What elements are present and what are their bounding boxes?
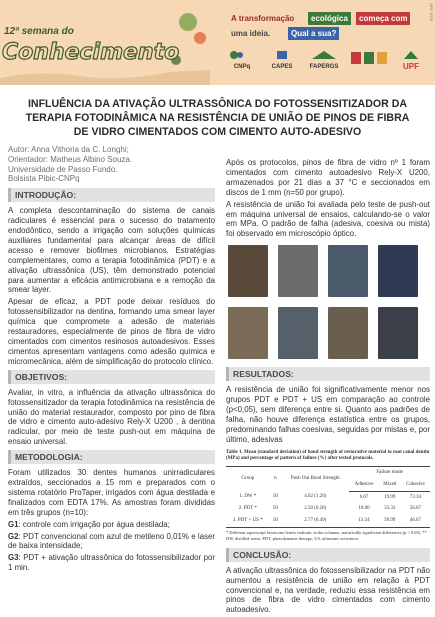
logo-group: [350, 50, 390, 68]
table-cell: 56.67: [409, 506, 422, 512]
event-name: Conhecimento: [2, 40, 180, 65]
slogan-part-2: ecológica: [308, 12, 351, 25]
table-cell: 10.00: [358, 506, 370, 512]
logo-cnpq: [228, 50, 256, 68]
introducao-paragraph-2: Apesar de eficaz, a PDT pode deixar resíduos do fotossensibilizador na dentina, formando uma smear layer química que compromete a adesão de materiais restauradores, especialmente de pinos de fibra de vidro cimentados com cimentos resinosos autoadesivos. Esses cimentos apresentam vantagens como adesão química e micromecânica, além de simplificação do protocolo clínico.: [8, 297, 215, 366]
section-heading-resultados: [226, 367, 430, 381]
photo-microscopy: [378, 307, 418, 359]
sponsor-logos: [228, 50, 428, 70]
slogan-part-3: começa com: [356, 12, 410, 25]
table-cell: 3. PDT + US *: [226, 515, 270, 527]
table-cell: 73.34: [409, 494, 422, 500]
cnpq-logo-icon: [228, 50, 256, 60]
col-header: Push Out Bond Strength: [281, 466, 349, 491]
header-side-note: UPF-2025: [429, 3, 434, 22]
logo-cnpq-label: CNPq: [233, 64, 251, 70]
section-heading-label: INTRODUÇÃO:: [15, 190, 77, 201]
table-caption: Table 1. Mean (standard deviation) of bond strength of restorative material to root canal dentin (MPa) and percentage of pattern of failure (%) after tested protocols.: [226, 449, 430, 461]
objetivos-paragraph: Avaliar, in vitro, a influência da ativação ultrassônica do fotossensitizador da terapia fotodinâmica na resistência de união do material restaurador, composto por pino de fibra de vidro e cimento auto-adesivo Rely-X U200 , à dentina radicular, por meio de teste push-out em máquina de ensaio universal.: [8, 387, 215, 447]
group-item: [8, 532, 215, 552]
methods-continued-paragraph-1: Após os protocolos, pinos de fibra de vidro nº 1 foram cimentados com cimento autoadesivo Rely-X U200, armazenados por 21 dias a 37 °C e seccionados em discos de 1 mm (n=50 por grupo).: [226, 158, 430, 197]
failure-mode-header: Failure mode: [349, 466, 430, 478]
logo-fapergs: [308, 50, 340, 68]
table-cell: 39.99: [379, 515, 401, 527]
metodologia-paragraph: Foram utilizados 30 dentes humanos unirradiculares extraídos, seccionados a 15 mm e preparados com o sistema rotatório ProTaper, irrigados com água destilada e finalizados com EDTA 17%. As amostras foram divididas em três grupos (n=10):: [8, 468, 215, 517]
slogan-part-5: Qual a sua?: [288, 27, 339, 40]
logo-capes-label: CAPES: [271, 64, 293, 70]
logo-capes: [268, 50, 296, 68]
upf-logo-icon: [396, 50, 426, 60]
table-cell: 2. PDT *: [238, 506, 257, 512]
introducao-paragraph-1: A completa descontaminação do sistema de canais radiculares é essencial para o sucesso do tratamento endodôntico, sendo a irrigação com soluções químicas auxiliares fundamental para alcançar áreas de difícil acesso e remover biofilmes microbianos. Estratégias complementares, como a terapia fotodinâmica (PDT) e a ativação ultrassônica (US), têm demonstrado potencial para aumentar a eficácia antimicrobiana e a remoção da smear layer.: [8, 206, 215, 295]
right-column: [226, 158, 430, 617]
methods-continued-paragraph-2: A resistência de união foi avaliada pelo teste de push-out em máquina universal de ensaios, calculando-se o valor em MPa. O padrão de falha (adesiva, coesiva ou mista) foi observado em microscópio óptico.: [226, 199, 430, 239]
advisor-line: Orientador: Matheus Albino Souza.: [8, 154, 133, 164]
table-row: [226, 503, 430, 515]
group-code: G1: [8, 519, 19, 529]
table-cell: 50: [270, 515, 282, 527]
table-cell: 19.99: [384, 494, 396, 500]
capes-logo-icon: [268, 50, 296, 60]
slogan-part-4: uma ideia.: [228, 27, 273, 40]
photo-fiber-post: [278, 245, 318, 297]
group-item: [8, 520, 215, 530]
col-header: Adhesive: [349, 479, 379, 491]
bond-strength-table: [226, 466, 430, 529]
author-line: Autor: Anna Vithoria da C. Longhi;: [8, 145, 129, 154]
col-header: Group: [226, 466, 270, 491]
slogan: [228, 12, 423, 46]
logo-upf-label: UPF: [403, 62, 419, 71]
university-line: Universidade de Passo Fundo.: [8, 164, 118, 174]
logo-fapergs-label: FAPERGS: [309, 64, 339, 70]
resultados-paragraph: A resistência de união foi significativamente menor nos grupos PDT e PDT + US em comparação ao controle (p<0,05), sem diferença entre si. Quanto aos padrões de falha, não houve diferença estatística entre os grupos, predominando falhas coesivas, seguidas por mistas e, por último, adesivas: [226, 385, 430, 444]
specimen-photos: [226, 243, 430, 363]
left-column: [8, 145, 215, 575]
photo-specimen-discs: [228, 307, 268, 359]
table-cell: 2.77 (0.49): [281, 515, 349, 527]
logo-upf: [396, 50, 426, 71]
table-note: * Different superscript lowercase letters indicate, in the columns, statistically significant differences (p < 0.05). ** DW, distilled water; PDT, photodynamic therapy; US, ultrasonic activation.: [226, 530, 427, 541]
photo-root-canal: [328, 245, 368, 297]
header-banner: [0, 0, 435, 85]
section-heading-conclusao: [226, 548, 430, 562]
group-code: G3: [8, 553, 19, 563]
table-cell: 33.33: [384, 506, 396, 512]
col-header: n: [270, 466, 282, 491]
photo-testing-machine: [328, 307, 368, 359]
conclusao-paragraph: A ativação ultrassônica do fotossensibilizador na PDT não aumentou a resistência de união em relação à PDT convencional e, na verdade, reduziu essa resistência em pinos de fibra de vidro cimentados com cimento autoadesivo.: [226, 565, 430, 615]
section-heading-label: CONCLUSÃO:: [233, 549, 292, 560]
table-row: [226, 515, 430, 527]
table-cell: 13.34: [349, 515, 379, 527]
group-text: : controle com irrigação por água destilada;: [18, 519, 170, 529]
table-row: [226, 491, 430, 503]
table-cell: 46.67: [401, 515, 430, 527]
authors-block: [8, 145, 215, 184]
group-code: G2: [8, 531, 19, 541]
photo-push-out-setup: [278, 307, 318, 359]
table-cell: 50: [272, 494, 278, 500]
scholarship-line: Bolsista Pibic-CNPq: [8, 174, 80, 184]
photo-irrigation: [378, 245, 418, 297]
institution-logos-icon: [350, 50, 390, 68]
section-heading-label: METODOLOGIA:: [15, 452, 83, 463]
photo-tooth-sectioned: [228, 245, 268, 297]
group-text: : PDT + ativação ultrassônica do fotossensibilizador por 1 min.: [8, 553, 215, 573]
col-header: Cohesive: [401, 479, 430, 491]
section-heading-objetivos: [8, 370, 215, 384]
event-edition: 12ª semana do: [4, 26, 74, 37]
table-cell: 2.50 (0.28): [304, 506, 327, 512]
slogan-part-1: A transformação: [228, 12, 297, 25]
group-text: : PDT convencional com azul de metileno 0,01% e laser de baixa intensidade;: [8, 531, 215, 551]
table-cell: 6.67: [359, 494, 369, 500]
section-heading-metodologia: [8, 450, 215, 464]
poster-title: INFLUÊNCIA DA ATIVAÇÃO ULTRASSÔNICA DO FOTOSSENSITIZADOR DA TERAPIA FOTODINÂMICA NA RESISTÊNCIA DE UNIÃO DE PINOS DE FIBRA DE VIDRO CIMENTADOS COM CIMENTO AUTO-ADESIVO: [25, 98, 410, 138]
table-cell: 50: [272, 506, 278, 512]
fapergs-logo-icon: [308, 50, 340, 60]
section-heading-label: OBJETIVOS:: [15, 371, 68, 382]
group-item: [8, 553, 215, 573]
col-header: Mixed: [379, 479, 401, 491]
table-cell: 4.62 (1.26): [304, 494, 327, 500]
table-cell: 1. DW *: [239, 494, 257, 500]
results-table: [226, 450, 430, 545]
section-heading-label: RESULTADOS:: [233, 369, 294, 380]
section-heading-introducao: [8, 188, 215, 202]
